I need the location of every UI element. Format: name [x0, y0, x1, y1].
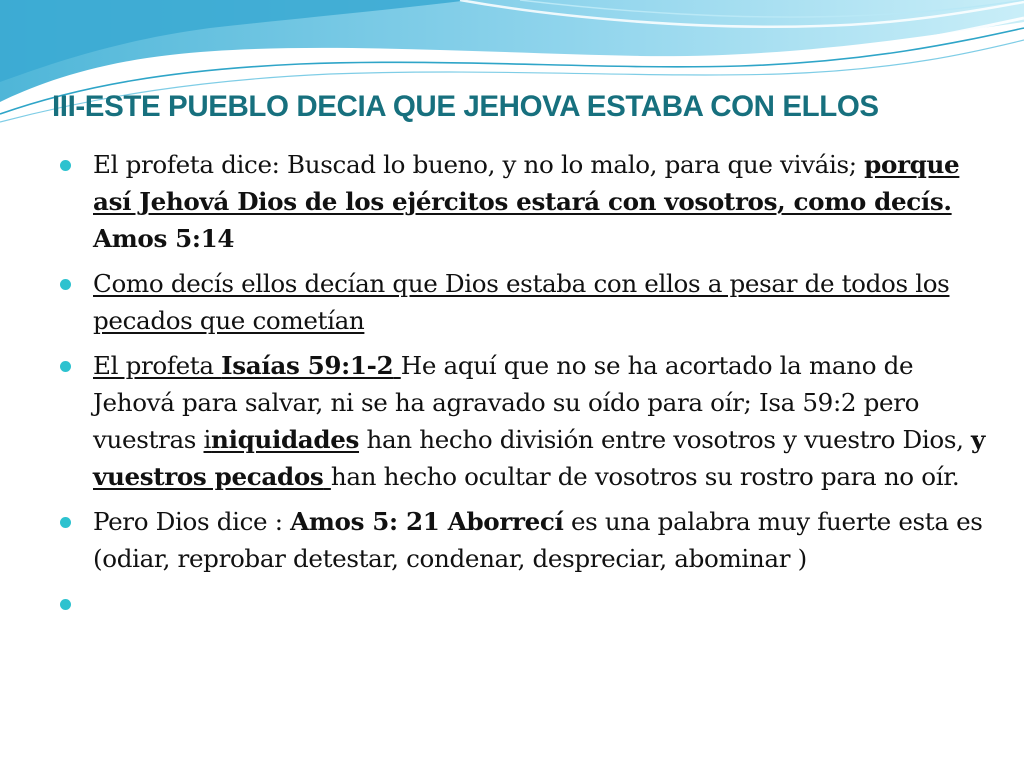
scripture-reference: Amos 5:14	[93, 224, 235, 253]
bullet-item	[60, 265, 990, 339]
slide-title: III-ESTE PUEBLO DECIA QUE JEHOVA ESTABA CON ELLOS	[52, 90, 879, 123]
text-segment: El profeta dice: Buscad lo bueno, y no lo malo, para que vi	[93, 150, 802, 179]
text-segment: han hecho ocultar de vosotros su rostro para no oír.	[330, 462, 960, 491]
text-segment: vuestros pecados	[93, 462, 324, 491]
text-segment: i	[203, 425, 212, 454]
text-segment: y	[971, 425, 985, 454]
scripture-reference: Amos 5: 21 Aborrecí	[290, 507, 564, 536]
text-segment: Pero Dios dice :	[93, 507, 291, 536]
bullet-dot-icon	[60, 160, 71, 171]
bullet-item	[60, 146, 990, 257]
wave-header-decoration	[0, 0, 1024, 150]
bullet-dot-icon	[60, 599, 71, 610]
text-segment: He aquí que no se ha acortado la mano de Jehová para salvar, ni se ha agravado su oído para oír; Isa 59:2 pero vuestras	[93, 351, 920, 454]
text-segment: niquidades	[211, 425, 360, 454]
bullet-item	[60, 503, 990, 577]
bullet-item	[60, 347, 990, 495]
bullet-dot-icon	[60, 361, 71, 372]
text-segment: han hecho división entre vosotros y vuestro Dios,	[359, 425, 972, 454]
text-segment: El profeta	[93, 351, 222, 380]
text-segment: es una palabra muy fuerte esta es (odiar, reprobar detestar, condenar, despreciar, abominar )	[93, 507, 983, 573]
text-segment: Como decís ellos decían que Dios estaba con ellos a pesar de todos los pecados que cometían	[93, 269, 950, 335]
bullet-item-empty	[60, 585, 990, 622]
scripture-reference: Isaías 59:1-2	[221, 351, 394, 380]
text-segment: porque así Jehová Dios de los ejércitos estará con vosotros, como decís.	[93, 150, 960, 216]
text-segment: váis;	[801, 150, 865, 179]
bullet-dot-icon	[60, 279, 71, 290]
bullet-dot-icon	[60, 517, 71, 528]
bullet-list	[60, 146, 990, 630]
text-segment	[393, 351, 400, 380]
text-segment	[323, 462, 330, 491]
